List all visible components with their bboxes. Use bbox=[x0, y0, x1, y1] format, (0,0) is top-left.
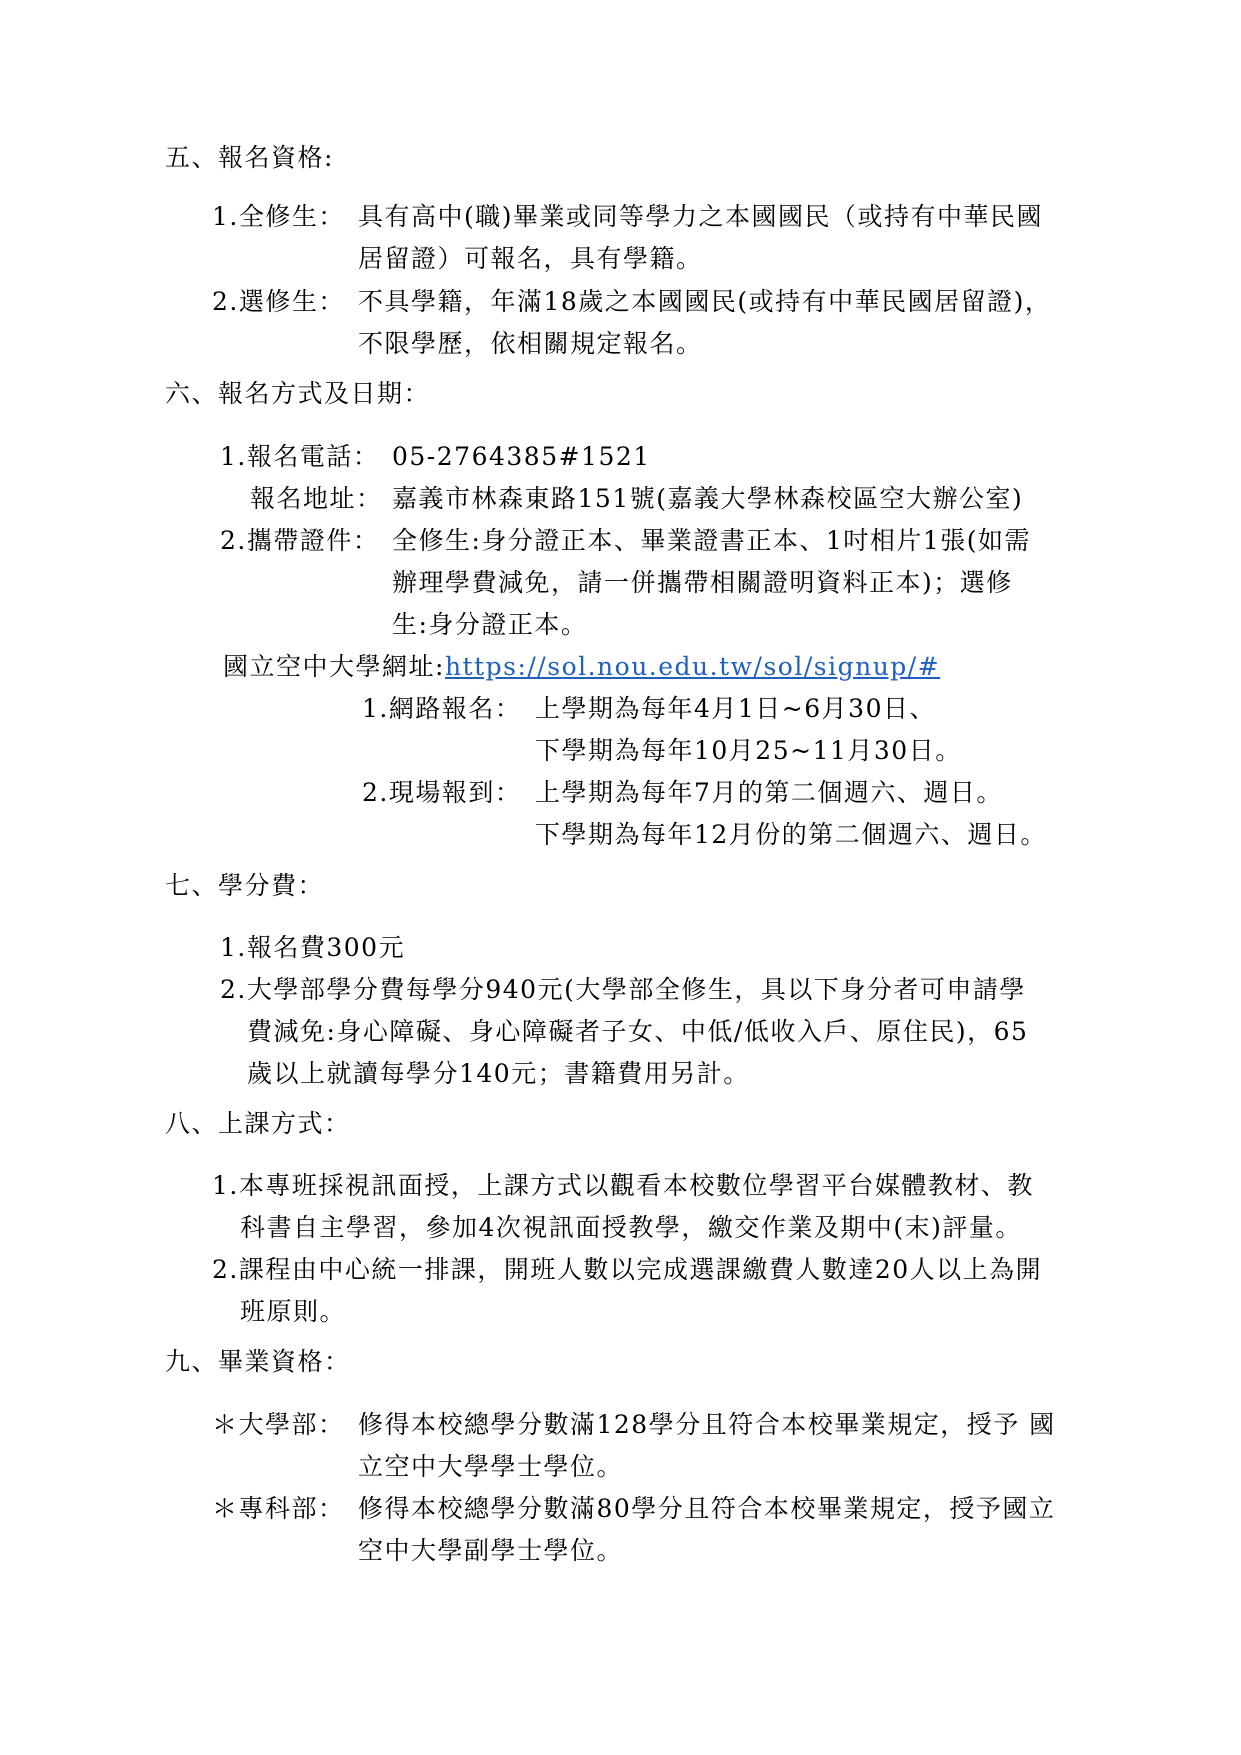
associate-label: ＊專科部： bbox=[212, 1494, 345, 1523]
section-9-heading: 九、畢業資格： bbox=[165, 1347, 351, 1376]
online-signup-text-2: 下學期為每年10月25~11月30日。 bbox=[535, 736, 962, 765]
phone-value: 05-2764385#1521 bbox=[392, 442, 651, 471]
section-7-heading: 七、學分費： bbox=[165, 871, 325, 900]
elective-text-2: 不限學歷，依相關規定報名。 bbox=[358, 329, 703, 358]
address-label: 報名地址： bbox=[250, 484, 383, 513]
documents-label: 2.攜帶證件： bbox=[220, 526, 380, 555]
online-signup-label: 1.網路報名： bbox=[362, 694, 522, 723]
website-label: 國立空中大學網址: bbox=[223, 652, 445, 681]
full-time-text-2: 居留證）可報名，具有學籍。 bbox=[358, 244, 703, 273]
onsite-text-1: 上學期為每年7月的第二個週六、週日。 bbox=[535, 778, 1003, 807]
fee-item-2-line-1: 2.大學部學分費每學分940元(大學部全修生，具以下身分者可申請學 bbox=[220, 975, 1026, 1004]
phone-label: 1.報名電話： bbox=[220, 442, 380, 471]
fee-item-2-line-2: 費減免:身心障礙、身心障礙者子女、中低/低收入戶、原住民)，65 bbox=[247, 1017, 1029, 1046]
associate-text-2: 空中大學副學士學位。 bbox=[358, 1536, 624, 1565]
section-6-heading: 六、報名方式及日期： bbox=[165, 379, 431, 408]
university-label: ＊大學部： bbox=[212, 1410, 345, 1439]
website-line bbox=[223, 651, 940, 683]
address-value: 嘉義市林森東路151號(嘉義大學林森校區空大辦公室) bbox=[392, 484, 1024, 513]
onsite-label: 2.現場報到： bbox=[362, 778, 522, 807]
fee-item-1: 1.報名費300元 bbox=[220, 933, 406, 962]
signup-link[interactable]: https://sol.nou.edu.tw/sol/signup/# bbox=[444, 652, 941, 681]
class-item-1-line-2: 科書自主學習，參加4次視訊面授教學，繳交作業及期中(末)評量。 bbox=[240, 1213, 1022, 1242]
section-8-heading: 八、上課方式： bbox=[165, 1109, 351, 1138]
elective-label: 2.選修生： bbox=[212, 287, 345, 316]
class-item-2-line-1: 2.課程由中心統一排課，開班人數以完成選課繳費人數達20人以上為開 bbox=[212, 1255, 1043, 1284]
full-time-text-1: 具有高中(職)畢業或同等學力之本國國民（或持有中華民國 bbox=[358, 202, 1044, 231]
class-item-1-line-1: 1.本專班採視訊面授，上課方式以觀看本校數位學習平台媒體教材、教 bbox=[212, 1171, 1034, 1200]
fee-item-2-line-3: 歲以上就讀每學分140元；書籍費用另計。 bbox=[247, 1059, 750, 1088]
documents-text-2: 辦理學費減免，請一併攜帶相關證明資料正本)；選修 bbox=[392, 568, 1013, 597]
section-5-heading: 五、報名資格: bbox=[165, 143, 334, 172]
university-text-1: 修得本校總學分數滿128學分且符合本校畢業規定，授予 國 bbox=[358, 1410, 1056, 1439]
documents-text-1: 全修生:身分證正本、畢業證書正本、1吋相片1張(如需 bbox=[392, 526, 1031, 555]
class-item-2-line-2: 班原則。 bbox=[240, 1297, 347, 1326]
elective-text-1: 不具學籍，年滿18歲之本國國民(或持有中華民國居留證)， bbox=[358, 287, 1052, 316]
associate-text-1: 修得本校總學分數滿80學分且符合本校畢業規定，授予國立 bbox=[358, 1494, 1056, 1523]
documents-text-3: 生:身分證正本。 bbox=[392, 610, 588, 639]
university-text-2: 立空中大學學士學位。 bbox=[358, 1452, 624, 1481]
onsite-text-2: 下學期為每年12月份的第二個週六、週日。 bbox=[535, 820, 1047, 849]
online-signup-text-1: 上學期為每年4月1日~6月30日、 bbox=[535, 694, 936, 723]
full-time-label: 1.全修生： bbox=[212, 202, 345, 231]
